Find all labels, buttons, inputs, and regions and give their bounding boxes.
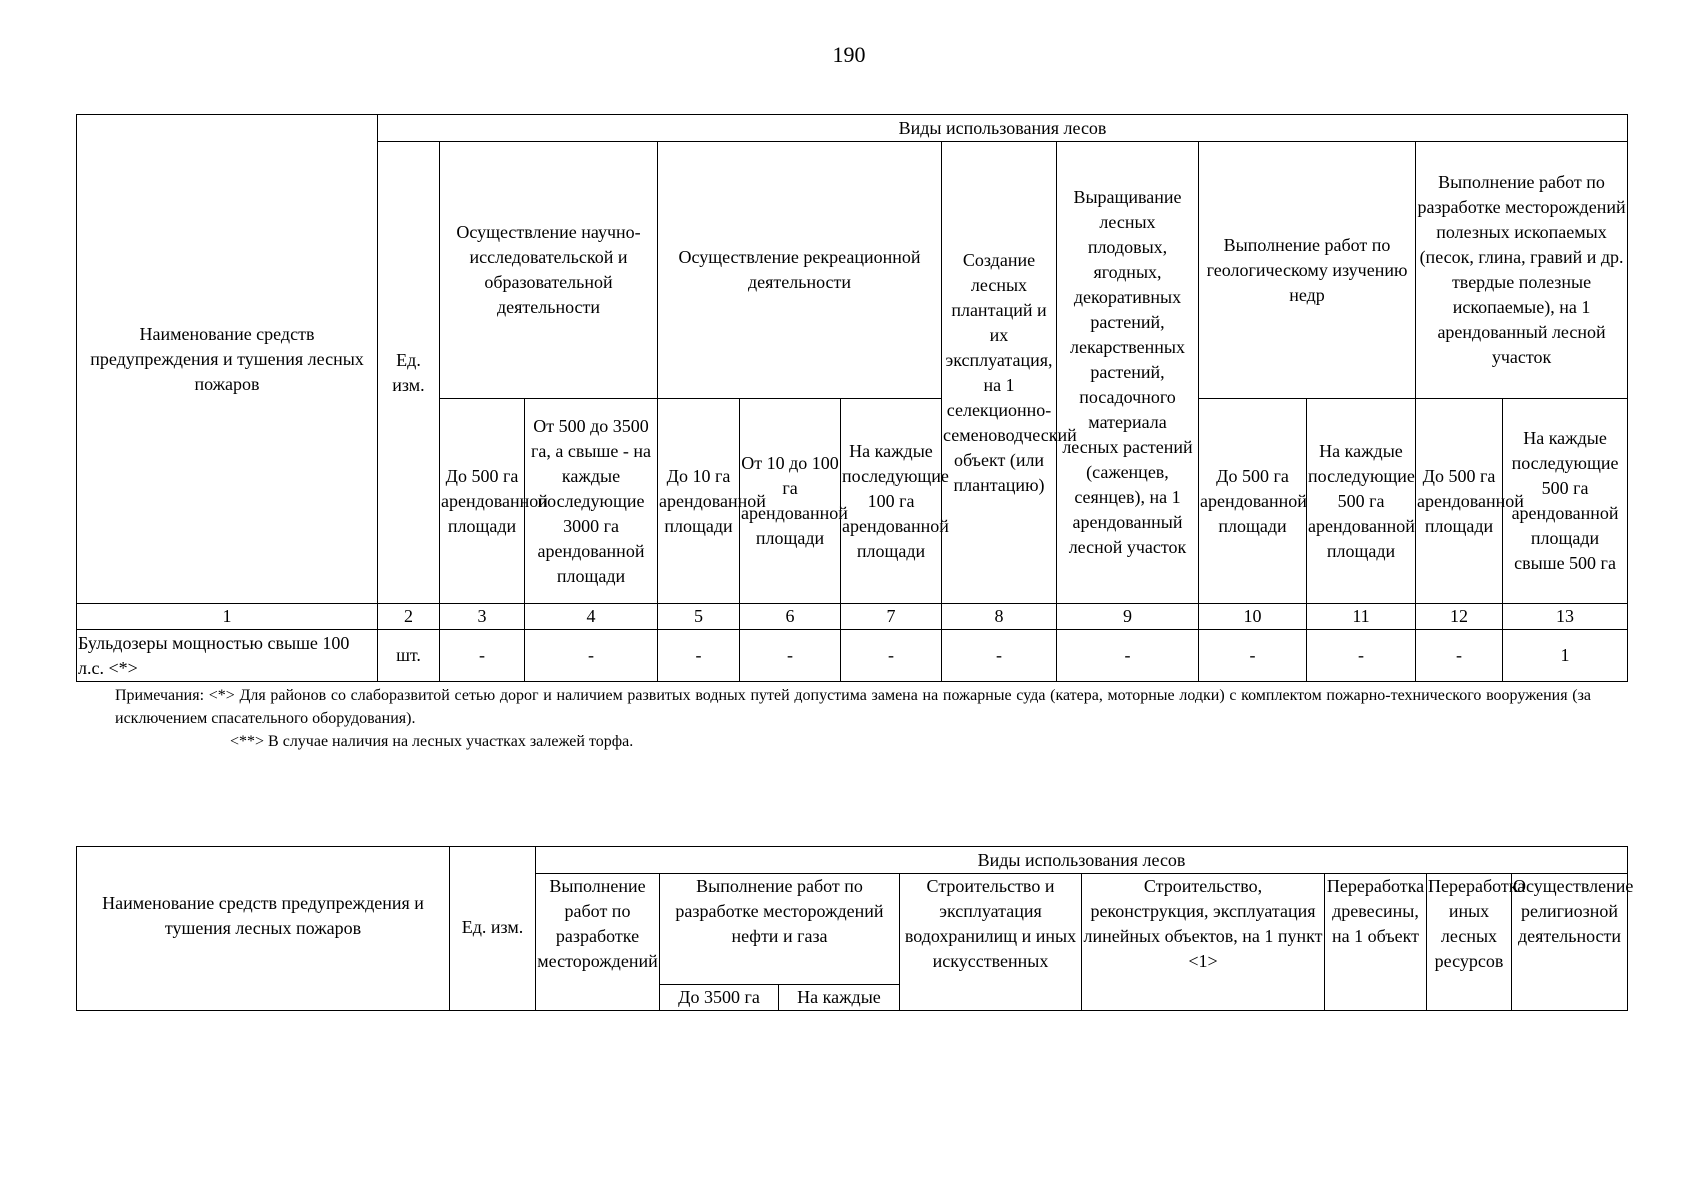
group-header-geology: Выполнение работ по геологическому изучению недр	[1199, 142, 1416, 399]
column-number: 12	[1416, 604, 1503, 630]
column-number: 13	[1503, 604, 1628, 630]
row-value: -	[740, 630, 841, 682]
note-line-1: Примечания: <*> Для районов со слаборазвитой сетью дорог и наличием развитых водных путей допустима замена на пожарные суда (катера, моторные лодки) с комплектом пожарно-технического вооружения (за исключением спасательного оборудования).	[115, 687, 1591, 727]
row-value: 1	[1503, 630, 1628, 682]
note-line-2: <**> В случае наличия на лесных участках залежей торфа.	[230, 733, 634, 750]
subheader-oil-gas-2: На каждые	[779, 985, 900, 1011]
subheader-col13: На каждые последующие 500 га арендованной площади свыше 500 га	[1503, 399, 1628, 604]
forest-fire-equipment-table	[76, 114, 1628, 682]
row-value: -	[942, 630, 1057, 682]
subheader-col7: На каждые последующие 100 га арендованной площади	[841, 399, 942, 604]
group-header-plantations: Создание лесных плантаций и их эксплуатация, на 1 селекционно-семеноводческий объект (или плантацию)	[942, 142, 1057, 604]
column-number: 6	[740, 604, 841, 630]
column-number: 3	[440, 604, 525, 630]
table-notes	[115, 684, 1591, 753]
column-number: 5	[658, 604, 740, 630]
subheader-col12: До 500 га арендованной площади	[1416, 399, 1503, 604]
row-value: -	[440, 630, 525, 682]
group-header-growing: Выращивание лесных плодовых, ягодных, декоративных растений, лекарственных растений, посадочного материала лесных растений (саженцев, сеянцев), на 1 арендованный лесной участок	[1057, 142, 1199, 604]
table-caption: Виды использования лесов	[536, 847, 1628, 874]
subheader-col10: До 500 га арендованной площади	[1199, 399, 1307, 604]
header-other-resources: Переработка иных лесных ресурсов	[1428, 876, 1526, 971]
header-wood-processing: Переработка древесины, на 1 объект	[1326, 876, 1425, 946]
header-deposits: Выполнение работ по разработке месторождений	[537, 876, 658, 971]
column-number: 2	[378, 604, 440, 630]
group-header-science: Осуществление научно-исследовательской и образовательной деятельности	[440, 142, 658, 399]
row-value: -	[1057, 630, 1199, 682]
page-number: 190	[832, 42, 866, 67]
column-number: 4	[525, 604, 658, 630]
group-header-minerals: Выполнение работ по разработке месторождений полезных ископаемых (песок, глина, гравий и др. твердые полезные ископаемые), на 1 арендованный лесной участок	[1416, 142, 1628, 399]
column-header-name: Наименование средств предупреждения и тушения лесных пожаров	[77, 115, 378, 604]
row-name: Бульдозеры мощностью свыше 100 л.с. <*>	[77, 630, 378, 682]
subheader-col6: От 10 до 100 га арендованной площади	[740, 399, 841, 604]
row-value: -	[658, 630, 740, 682]
group-header-recreation: Осуществление рекреационной деятельности	[658, 142, 942, 399]
row-value: -	[1307, 630, 1416, 682]
subheader-col4: От 500 до 3500 га, а свыше - на каждые последующие 3000 га арендованной площади	[525, 399, 658, 604]
header-reservoirs: Строительство и эксплуатация водохранилищ и иных искусственных	[904, 876, 1077, 971]
header-linear-objects: Строительство, реконструкция, эксплуатация линейных объектов, на 1 пункт <1>	[1083, 876, 1323, 971]
row-value: -	[525, 630, 658, 682]
header-religious: Осуществление религиозной деятельности	[1513, 876, 1634, 946]
table-row	[77, 630, 1628, 682]
column-number: 10	[1199, 604, 1307, 630]
header-oil-gas: Выполнение работ по разработке месторождений нефти и газа	[660, 874, 900, 985]
column-number: 11	[1307, 604, 1416, 630]
column-header-unit: Ед. изм.	[378, 142, 440, 604]
column-number: 1	[77, 604, 378, 630]
subheader-col5: До 10 га арендованной площади	[658, 399, 740, 604]
table-caption: Виды использования лесов	[378, 115, 1628, 142]
row-value: -	[1416, 630, 1503, 682]
column-header-unit: Ед. изм.	[450, 847, 536, 1011]
column-number: 8	[942, 604, 1057, 630]
row-value: -	[841, 630, 942, 682]
column-header-name: Наименование средств предупреждения и тушения лесных пожаров	[77, 847, 450, 1011]
subheader-col11: На каждые последующие 500 га арендованной площади	[1307, 399, 1416, 604]
subheader-oil-gas-1: До 3500 га	[660, 985, 779, 1011]
forest-fire-equipment-table-continued	[76, 846, 1634, 1011]
subheader-col3: До 500 га арендованной площади	[440, 399, 525, 604]
column-number: 9	[1057, 604, 1199, 630]
row-unit: шт.	[378, 630, 440, 682]
row-value: -	[1199, 630, 1307, 682]
column-number: 7	[841, 604, 942, 630]
